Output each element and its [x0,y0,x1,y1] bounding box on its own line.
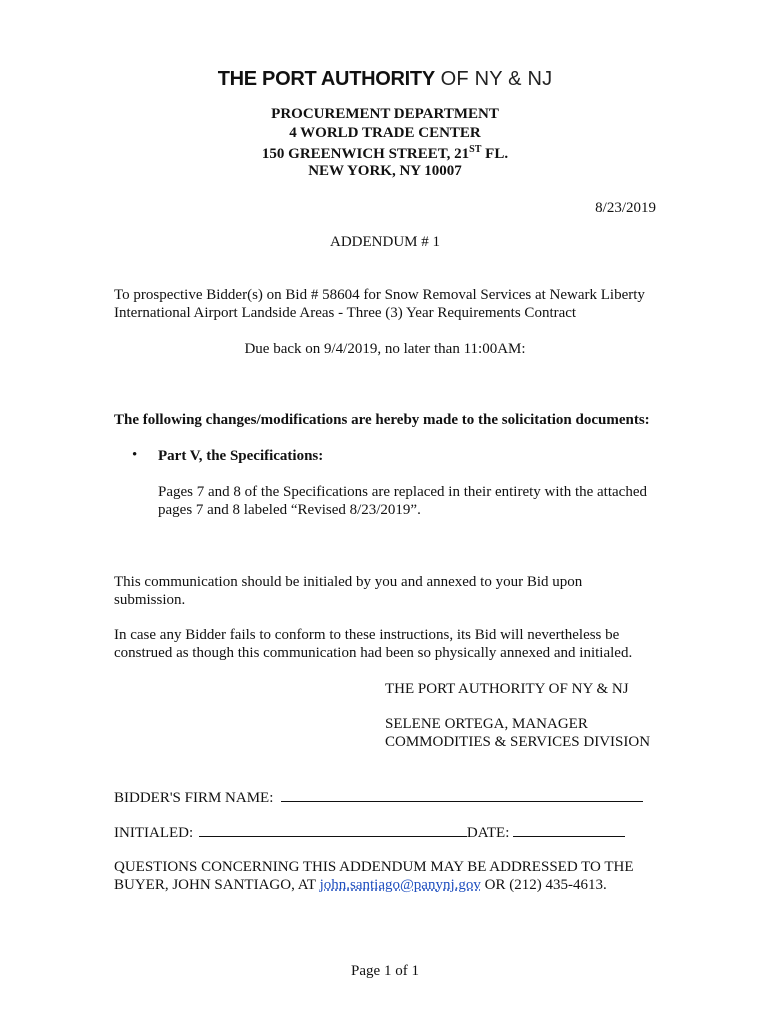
header-street-sup: ST [469,144,482,155]
header-line-4: NEW YORK, NY 10007 [308,163,462,179]
due-date: 9/4/2019 [324,341,378,357]
initialed-row [114,822,625,843]
bullet-title: Part V, the Specifications: [158,448,324,464]
firm-name-row [114,787,643,808]
changes-heading: The following changes/modifications are hereby made to the solicitation documents: [114,412,650,428]
initialed-label: INITIALED: [114,825,194,841]
questions-suffix: OR (212) 435-4613. [480,877,607,893]
document-date: 8/23/2019 [595,200,656,216]
initialed-field[interactable] [199,822,467,837]
intro-line-1: To prospective Bidder(s) on Bid # 58604 for Snow Removal Services at Newark Liberty [114,287,645,303]
questions-line-2 [114,876,607,895]
port-authority-logo [0,68,770,91]
signature-division: COMMODITIES & SERVICES DIVISION [385,734,651,750]
signature-name: SELENE ORTEGA, MANAGER [385,716,588,732]
signature-org: THE PORT AUTHORITY OF NY & NJ [385,681,629,697]
para2-line-1: In case any Bidder fails to conform to these instructions, its Bid will nevertheless be [114,627,620,643]
due-prefix: Due back on [244,341,325,357]
date-label: DATE: [466,825,510,841]
due-line [0,340,770,359]
intro-line-2: International Airport Landside Areas - Three (3) Year Requirements Contract [114,305,577,321]
questions-prefix: BUYER, JOHN SANTIAGO, AT [114,877,320,893]
para1-line-1: This communication should be initialed by you and annexed to your Bid upon [114,574,583,590]
header-line-2: 4 WORLD TRADE CENTER [289,125,481,141]
para2-line-2: construed as though this communication had been so physically annexed and initialed. [114,645,633,661]
header-floor: FL. [481,146,509,162]
questions-line-1: QUESTIONS CONCERNING THIS ADDENDUM MAY BE ADDRESSED TO THE [114,859,634,875]
bullet-line-1: Pages 7 and 8 of the Specifications are replaced in their entirety with the attached [158,484,647,500]
firm-name-label: BIDDER'S FIRM NAME: [114,790,274,806]
header-street: 150 GREENWICH STREET, 21 [261,146,470,162]
due-suffix: , no later than 11:00AM: [377,341,526,357]
logo-light-text: OF NY & NJ [434,68,553,90]
page-number: Page 1 of 1 [351,963,419,979]
buyer-email-link[interactable]: john.santiago@panynj.gov [319,877,481,893]
addendum-title: ADDENDUM # 1 [330,234,440,250]
bullet-icon: • [132,447,138,463]
bullet-line-2: pages 7 and 8 labeled “Revised 8/23/2019”. [158,502,421,518]
para1-line-2: submission. [114,592,186,608]
header-line-1: PROCUREMENT DEPARTMENT [271,106,499,122]
date-field[interactable] [513,822,625,837]
logo-bold-text: THE PORT AUTHORITY [217,68,435,90]
header-line-3 [0,144,770,163]
firm-name-field[interactable] [281,787,643,802]
